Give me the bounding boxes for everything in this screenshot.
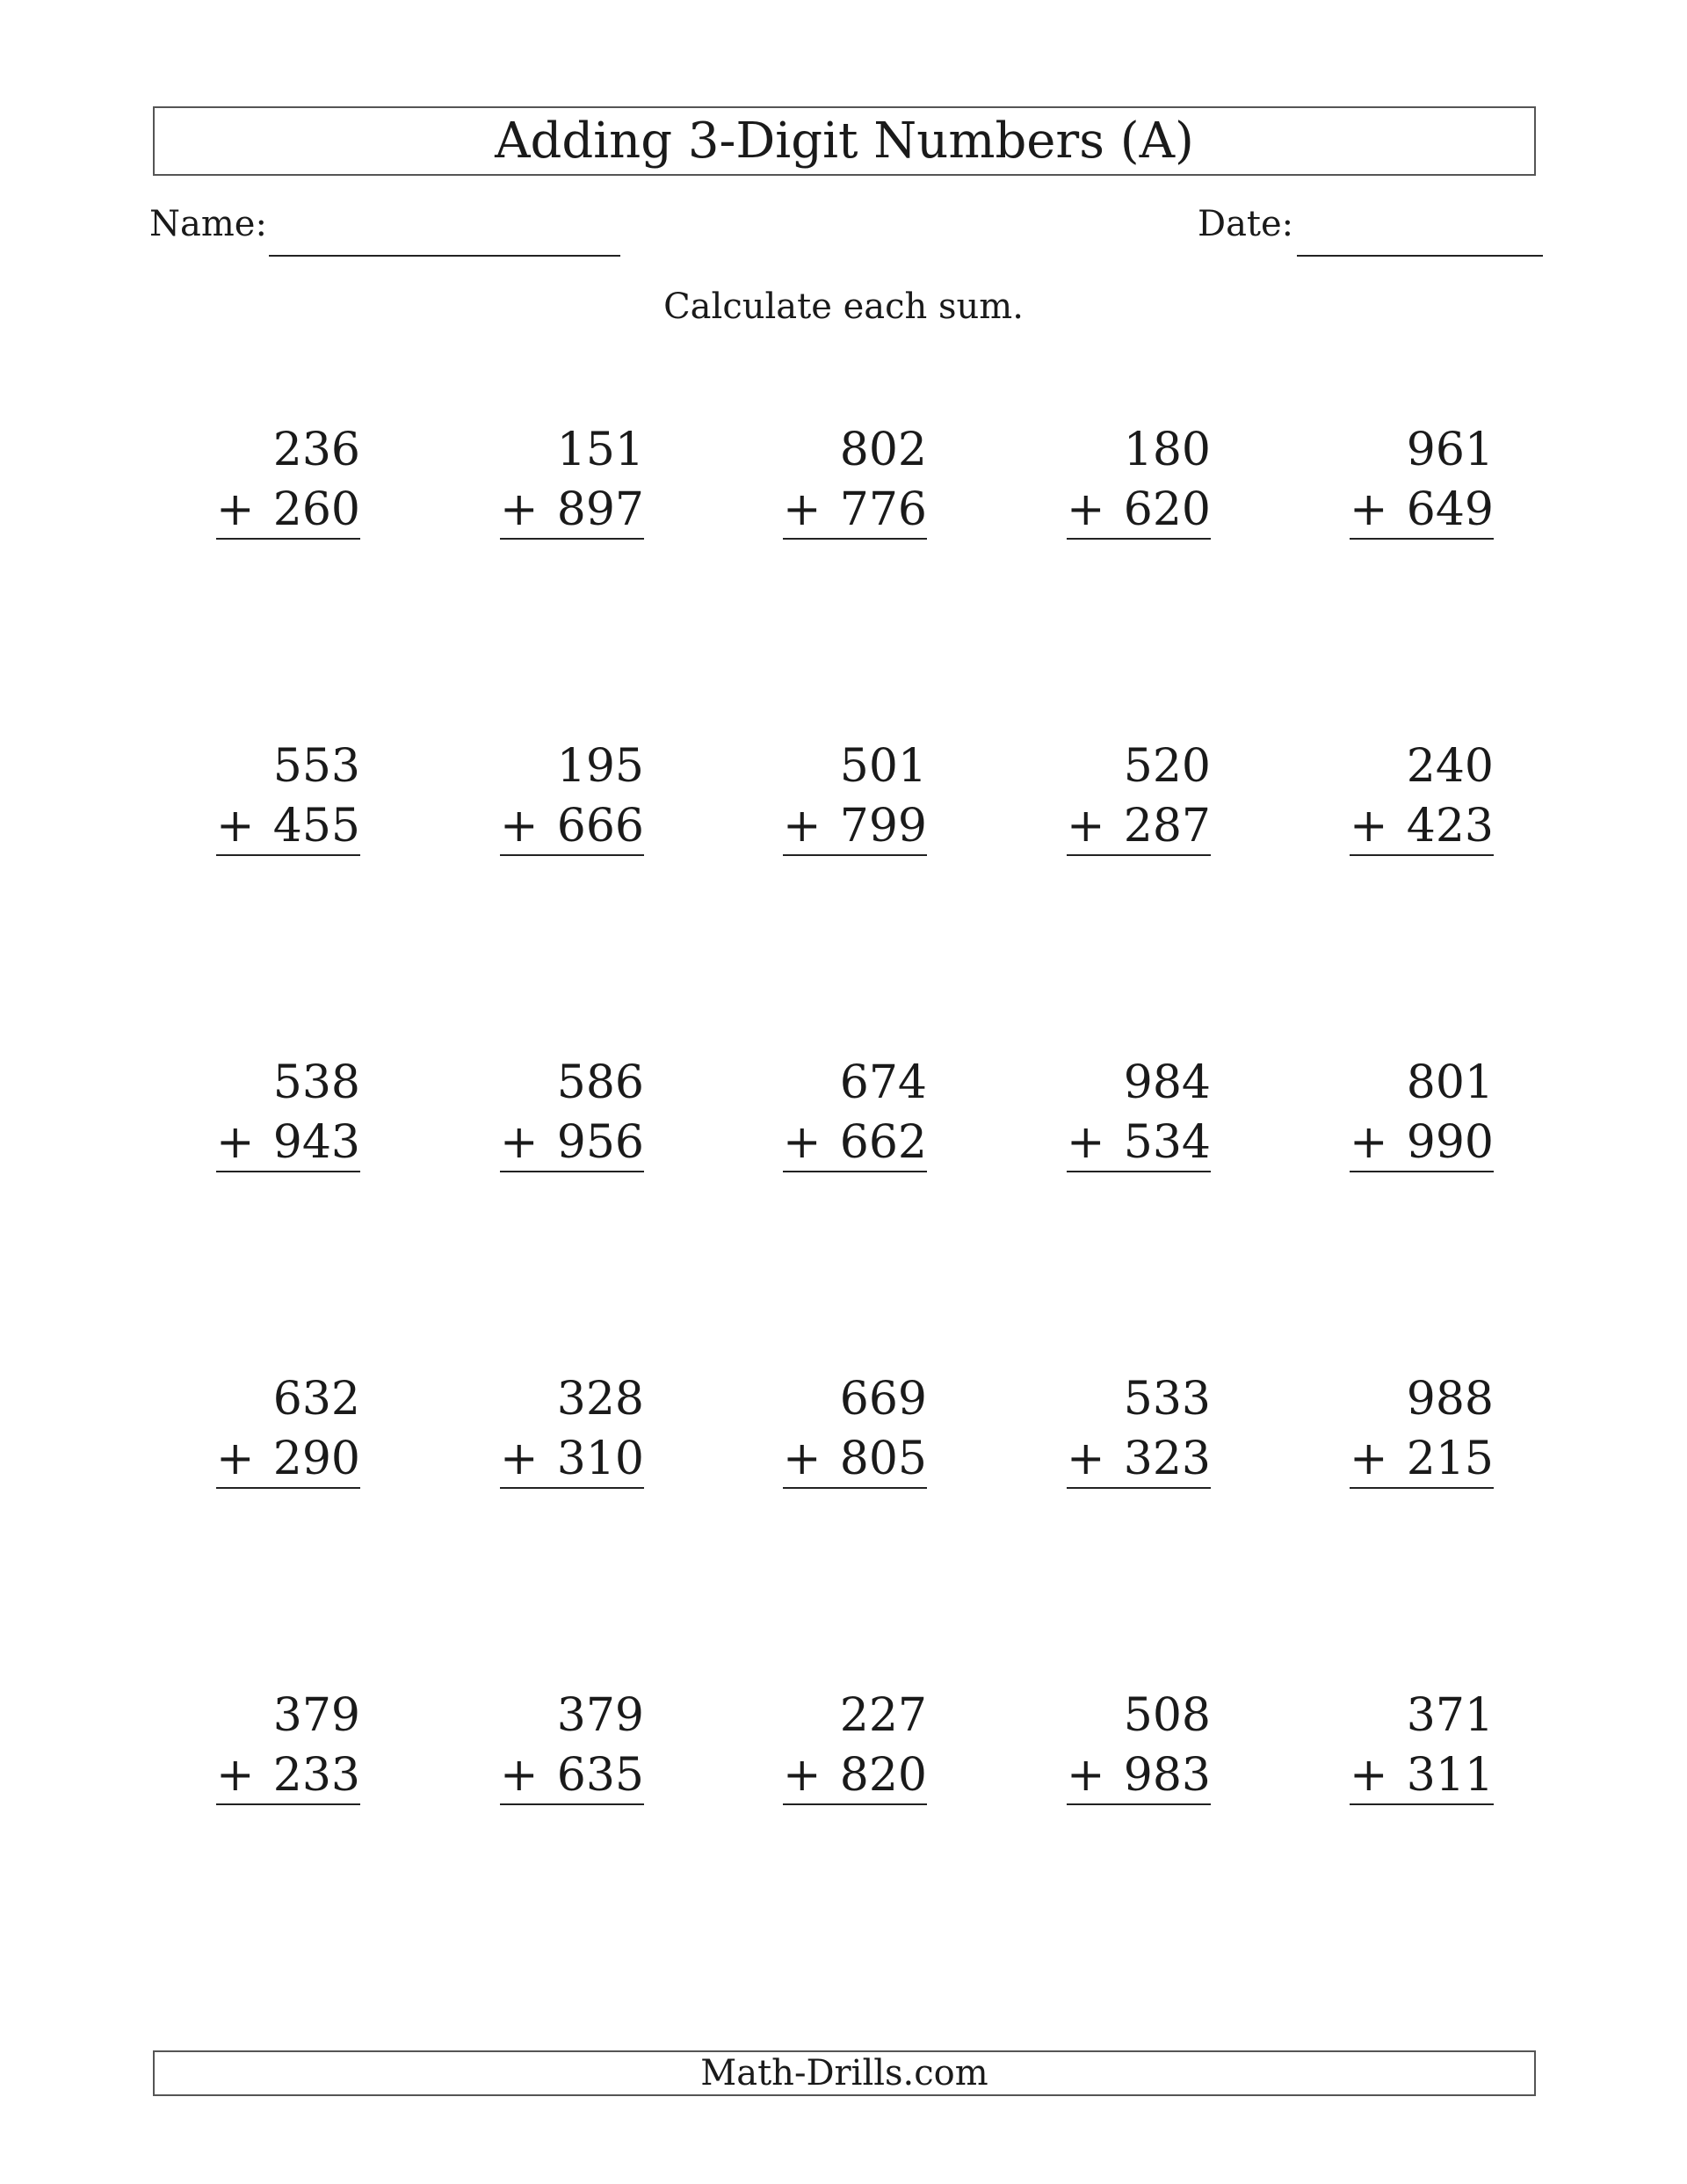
plus-sign: + [783,1749,822,1802]
worksheet-title: Adding 3-Digit Numbers (A) [153,106,1536,176]
top-addend: 195 [556,740,644,793]
plus-sign: + [216,483,255,536]
plus-sign: + [216,1749,255,1802]
bottom-row [1350,1431,1494,1489]
bottom-row [500,798,644,856]
date-line [1297,255,1543,257]
bottom-row [1067,1114,1211,1172]
bottom-row [500,1747,644,1805]
name-label: Name: [149,204,267,244]
bottom-row [500,1114,644,1172]
plus-sign: + [1350,483,1388,536]
plus-sign: + [216,1116,255,1169]
bottom-addend: 805 [839,1433,927,1485]
top-addend: 674 [839,1056,927,1109]
plus-sign: + [1350,1749,1388,1802]
top-addend: 669 [839,1373,927,1426]
bottom-addend: 662 [839,1116,927,1169]
top-addend: 961 [1406,424,1494,476]
top-addend: 501 [839,740,927,793]
top-addend: 586 [556,1056,644,1109]
bottom-row [216,798,360,856]
plus-sign: + [1350,800,1388,853]
bottom-addend: 423 [1406,800,1494,853]
plus-sign: + [500,1116,539,1169]
bottom-row [783,1747,927,1805]
bottom-addend: 799 [839,800,927,853]
top-addend: 533 [1123,1373,1211,1426]
bottom-row [216,482,360,540]
bottom-addend: 897 [556,483,644,536]
bottom-addend: 215 [1406,1433,1494,1485]
bottom-row [500,1431,644,1489]
top-addend: 180 [1123,424,1211,476]
bottom-addend: 534 [1123,1116,1211,1169]
plus-sign: + [500,1433,539,1485]
plus-sign: + [1067,1749,1105,1802]
top-addend: 227 [839,1689,927,1742]
bottom-addend: 983 [1123,1749,1211,1802]
bottom-row [783,798,927,856]
bottom-addend: 260 [272,483,360,536]
top-addend: 151 [556,424,644,476]
bottom-addend: 455 [272,800,360,853]
bottom-row [1067,798,1211,856]
plus-sign: + [1067,1116,1105,1169]
plus-sign: + [1067,800,1105,853]
top-addend: 379 [556,1689,644,1742]
bottom-addend: 323 [1123,1433,1211,1485]
bottom-row [216,1431,360,1489]
bottom-addend: 620 [1123,483,1211,536]
plus-sign: + [1067,1433,1105,1485]
plus-sign: + [216,1433,255,1485]
bottom-addend: 649 [1406,483,1494,536]
top-addend: 371 [1406,1689,1494,1742]
top-addend: 553 [272,740,360,793]
bottom-row [1350,798,1494,856]
bottom-addend: 776 [839,483,927,536]
bottom-addend: 666 [556,800,644,853]
plus-sign: + [783,1116,822,1169]
top-addend: 538 [272,1056,360,1109]
plus-sign: + [783,1433,822,1485]
bottom-row [1067,482,1211,540]
bottom-row [783,1431,927,1489]
name-line [269,255,620,257]
plus-sign: + [783,483,822,536]
date-label: Date: [1198,204,1294,244]
bottom-row [216,1747,360,1805]
bottom-addend: 956 [556,1116,644,1169]
top-addend: 236 [272,424,360,476]
top-addend: 379 [272,1689,360,1742]
top-addend: 988 [1406,1373,1494,1426]
bottom-addend: 290 [272,1433,360,1485]
bottom-row [1350,1747,1494,1805]
plus-sign: + [500,483,539,536]
bottom-addend: 635 [556,1749,644,1802]
bottom-row [500,482,644,540]
top-addend: 802 [839,424,927,476]
top-addend: 520 [1123,740,1211,793]
bottom-row [1067,1747,1211,1805]
bottom-row [1350,482,1494,540]
top-addend: 984 [1123,1056,1211,1109]
bottom-addend: 820 [839,1749,927,1802]
bottom-row [783,482,927,540]
top-addend: 508 [1123,1689,1211,1742]
bottom-row [1067,1431,1211,1489]
bottom-row [216,1114,360,1172]
plus-sign: + [500,800,539,853]
plus-sign: + [500,1749,539,1802]
top-addend: 632 [272,1373,360,1426]
bottom-addend: 310 [556,1433,644,1485]
plus-sign: + [1350,1433,1388,1485]
bottom-addend: 943 [272,1116,360,1169]
plus-sign: + [1067,483,1105,536]
top-addend: 328 [556,1373,644,1426]
top-addend: 801 [1406,1056,1494,1109]
plus-sign: + [1350,1116,1388,1169]
instructions: Calculate each sum. [663,287,1024,327]
bottom-addend: 233 [272,1749,360,1802]
bottom-row [1350,1114,1494,1172]
bottom-addend: 287 [1123,800,1211,853]
bottom-addend: 311 [1406,1749,1494,1802]
top-addend: 240 [1406,740,1494,793]
plus-sign: + [216,800,255,853]
footer-site: Math-Drills.com [153,2050,1536,2096]
bottom-addend: 990 [1406,1116,1494,1169]
plus-sign: + [783,800,822,853]
bottom-row [783,1114,927,1172]
